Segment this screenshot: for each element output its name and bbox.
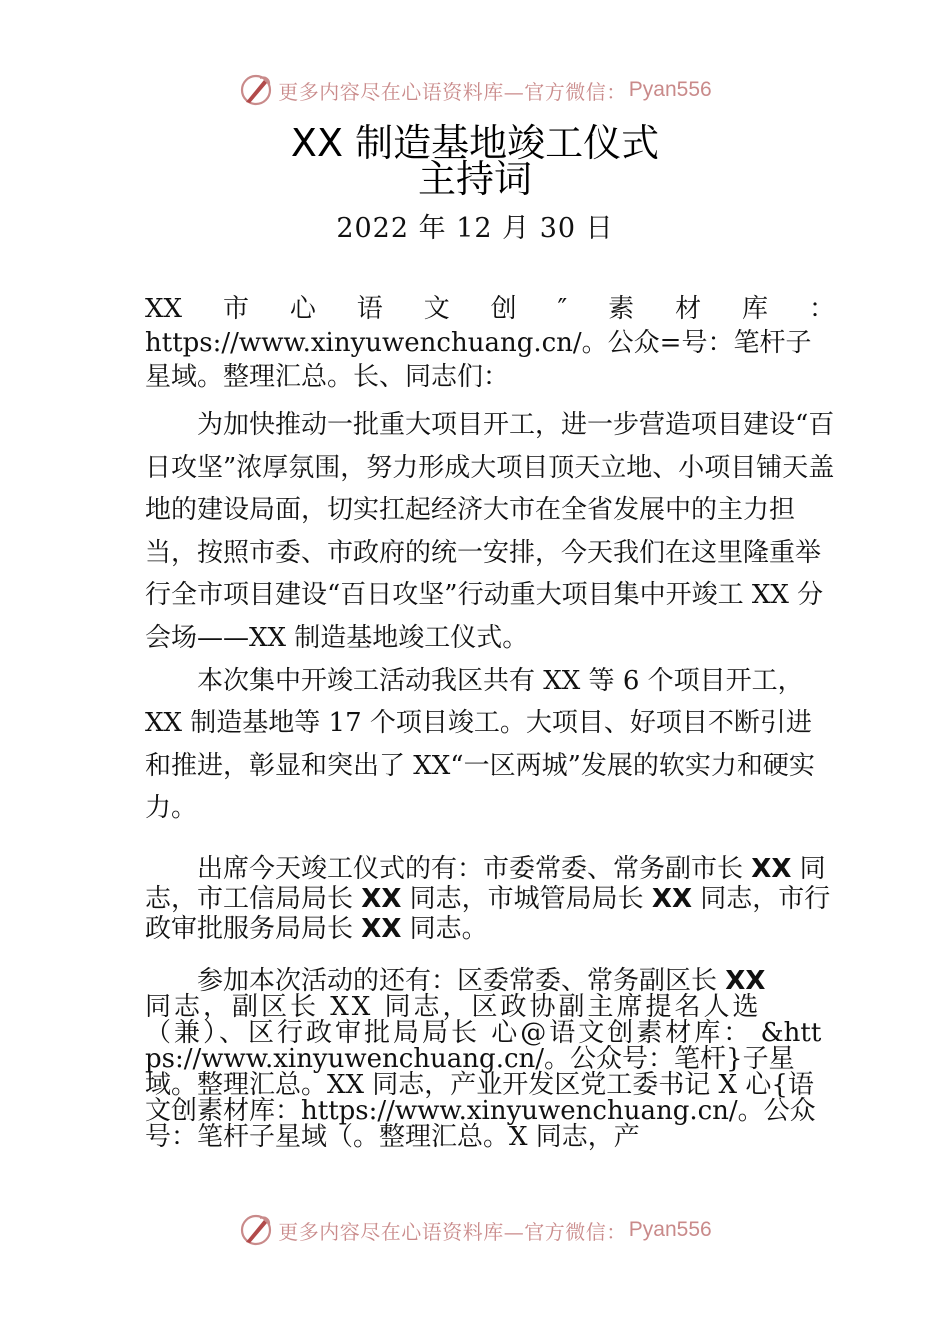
intro-line-3: 星域。整理汇总。长、同志们： [145,362,510,392]
document-date: 2022 年 12 月 30 日 [336,213,614,244]
intro-paragraph [145,292,835,394]
banner-separator: —官方微信： [503,1219,627,1244]
banner-text: 更多内容尽在心语资料库 [278,1219,504,1244]
name-placeholder: XX [361,883,402,914]
watermark-banner-top [0,70,950,110]
banner-text: 更多内容尽在心语资料库 [278,79,504,104]
paragraph-participants: 参加本次活动的还有：区委常委、常务副区长 XX 同志，副区长 XX 同志，区政协副主席提名人选（兼）、区行政审批局局长 心@语文创素材库： &https://www.xinyuwenchuang.cn/。公众号：笔杆}子星域。整理汇总。XX 同志，产业开发区党工委书记 X 心{语文创素材库：https://www.xinyuwenchuang.cn/。公众号：笔杆子星域（。整理汇总。X 同志，产 [145,965,822,1152]
watermark-banner-bottom [0,1210,950,1250]
name-placeholder: XX [751,853,792,884]
name-placeholder: XX [651,883,693,914]
document-title: XX 制造基地竣工仪式 [290,121,660,165]
banner-separator: —官方微信： [503,79,627,104]
quill-pen-logo-icon [238,1212,274,1248]
intro-first-line: XX 市 心 语 文 创 ″ 素 材 库 ： [145,294,835,324]
paragraph-purpose: 为加快推动一批重大项目开工，进一步营造项目建设“百日攻坚”浓厚氛围，努力形成大项目顶天立地、小项目铺天盖地的建设局面，切实扛起经济大市在全省发展中的主力担当，按照市委、市政府的统一安排，今天我们在这里隆重举行全市项目建设“百日攻坚”行动重大项目集中开竣工 XX 分会场——XX 制造基地竣工仪式。 [145,410,835,653]
name-placeholder: XX [725,965,766,996]
paragraph-attendees: 出席今天竣工仪式的有：市委常委、常务副市长 XX 同志，市工信局局长 XX 同志，市城管局局长 XX 同志，市行政审批服务局局长 XX 同志。 [145,853,831,944]
banner-wechat-id: Pyan556 [628,78,712,101]
paragraph-projects: 本次集中开竣工活动我区共有 XX 等 6 个项目开工，XX 制造基地等 17 个项目竣工。大项目、好项目不断引进和推进，彰显和突出了 XX“一区两城”发展的软实力和硬实力。 [145,665,815,824]
document-body [145,292,835,1150]
banner-wechat-id: Pyan556 [628,1218,712,1241]
quill-pen-logo-icon [238,72,274,108]
document-subtitle: 主持词 [417,157,532,201]
intro-line-2: https://www.xinyuwenchuang.cn/。公众=号：笔杆子 [145,328,812,358]
name-placeholder: XX [361,913,402,944]
